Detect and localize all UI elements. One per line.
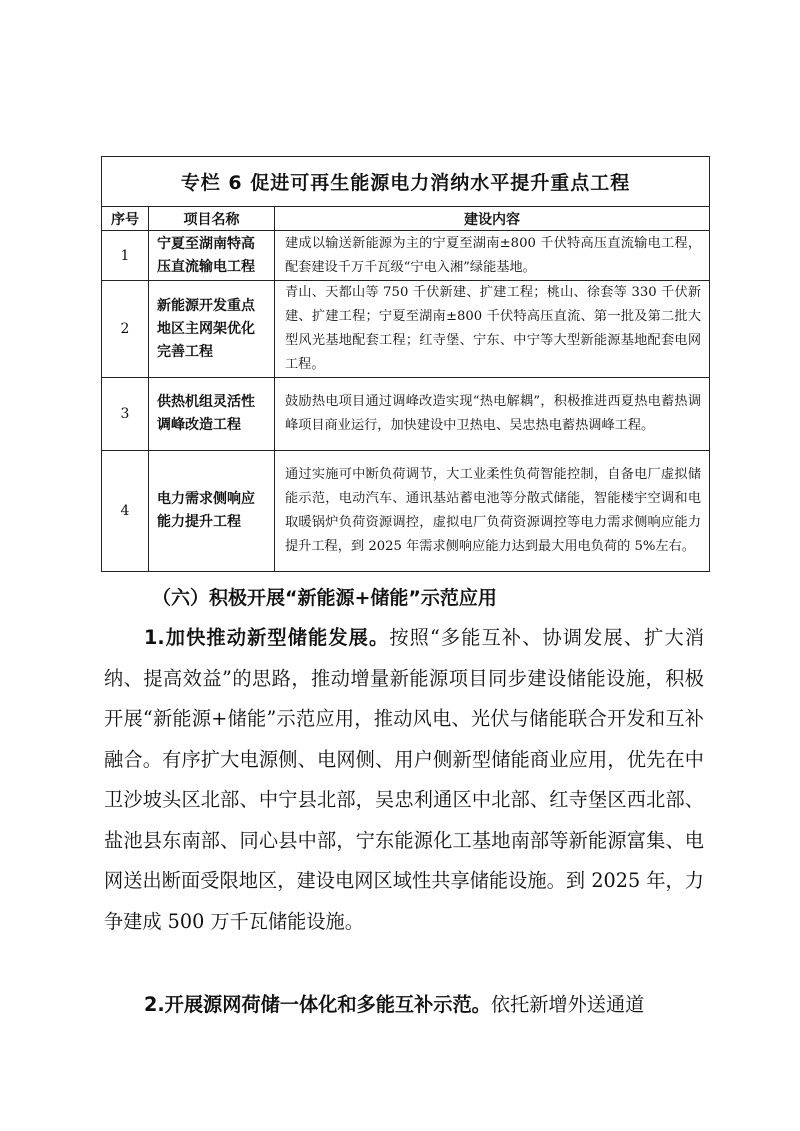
header-project-name: 项目名称 (149, 207, 275, 231)
paragraph-text: 按照“多能互补、协调发展、扩大消纳、提高效益”的思路，推动增量新能源项目同步建设储能设施，积极开展“新能源+储能”示范应用，推动风电、光伏与储能联合开发和互补融合。有序扩大电源侧、电网侧、用户侧新型储能商业应用，优先在中卫沙坡头区北部、中宁县北部，吴忠利通区中北部、红寺堡区西北部、盐池县东南部、同心县中部，宁东能源化工基地南部等新能源富集、电网送出断面受限地区，建设电网区域性共享储能设施。到 2025 年，力争建成 500 万千瓦储能设施。 (104, 626, 705, 933)
paragraph-lead: 2.开展源网荷储一体化和多能互补示范。 (144, 993, 491, 1016)
row-project-name: 供热机组灵活性调峰改造工程 (149, 378, 275, 451)
row-number: 2 (102, 281, 149, 378)
section-heading: （六）积极开展“新能源+储能”示范应用 (152, 587, 497, 609)
row-number: 3 (102, 378, 149, 451)
paragraph-text: 依托新增外送通道 (490, 993, 645, 1016)
paragraph-integration-demo (104, 985, 704, 1026)
table-caption: 专栏 6 促进可再生能源电力消纳水平提升重点工程 (102, 157, 710, 207)
paragraph-lead: 1.加快推动新型储能发展。 (144, 626, 390, 649)
row-content: 鼓励热电项目通过调峰改造实现“热电解耦”，积极推进西夏热电蓄热调峰项目商业运行，加快建设中卫热电、吴忠热电蓄热调峰工程。 (275, 378, 710, 451)
row-number: 1 (102, 231, 149, 281)
paragraph-energy-storage (104, 618, 704, 942)
table-row (102, 281, 710, 378)
row-content: 通过实施可中断负荷调节，大工业柔性负荷智能控制，自备电厂虚拟储能示范，电动汽车、通讯基站蓄电池等分散式储能，智能楼宇空调和电取暖锅炉负荷资源调控，虚拟电厂负荷资源调控等电力需求侧响应能力提升工程，到 2025 年需求侧响应能力达到最大用电负荷的 5%左右。 (275, 451, 710, 572)
row-project-name: 电力需求侧响应能力提升工程 (149, 451, 275, 572)
header-construction-content: 建设内容 (275, 207, 710, 231)
header-serial-number: 序号 (102, 207, 149, 231)
table-row (102, 378, 710, 451)
key-projects-table (101, 156, 710, 572)
table-header-row (102, 207, 710, 231)
row-number: 4 (102, 451, 149, 572)
row-content: 建成以输送新能源为主的宁夏至湖南±800 千伏特高压直流输电工程，配套建设千万千瓦级“宁电入湘”绿能基地。 (275, 231, 710, 281)
table-row (102, 451, 710, 572)
table-row (102, 231, 710, 281)
row-content: 青山、天都山等 750 千伏新建、扩建工程；桃山、徐套等 330 千伏新建、扩建工程；宁夏至湖南±800 千伏特高压直流、第一批及第二批大型风光基地配套工程；红寺堡、宁东、中宁等大型新能源基地配套电网工程。 (275, 281, 710, 378)
row-project-name: 新能源开发重点地区主网架优化完善工程 (149, 281, 275, 378)
row-project-name: 宁夏至湖南特高压直流输电工程 (149, 231, 275, 281)
table-caption-row (102, 157, 710, 207)
